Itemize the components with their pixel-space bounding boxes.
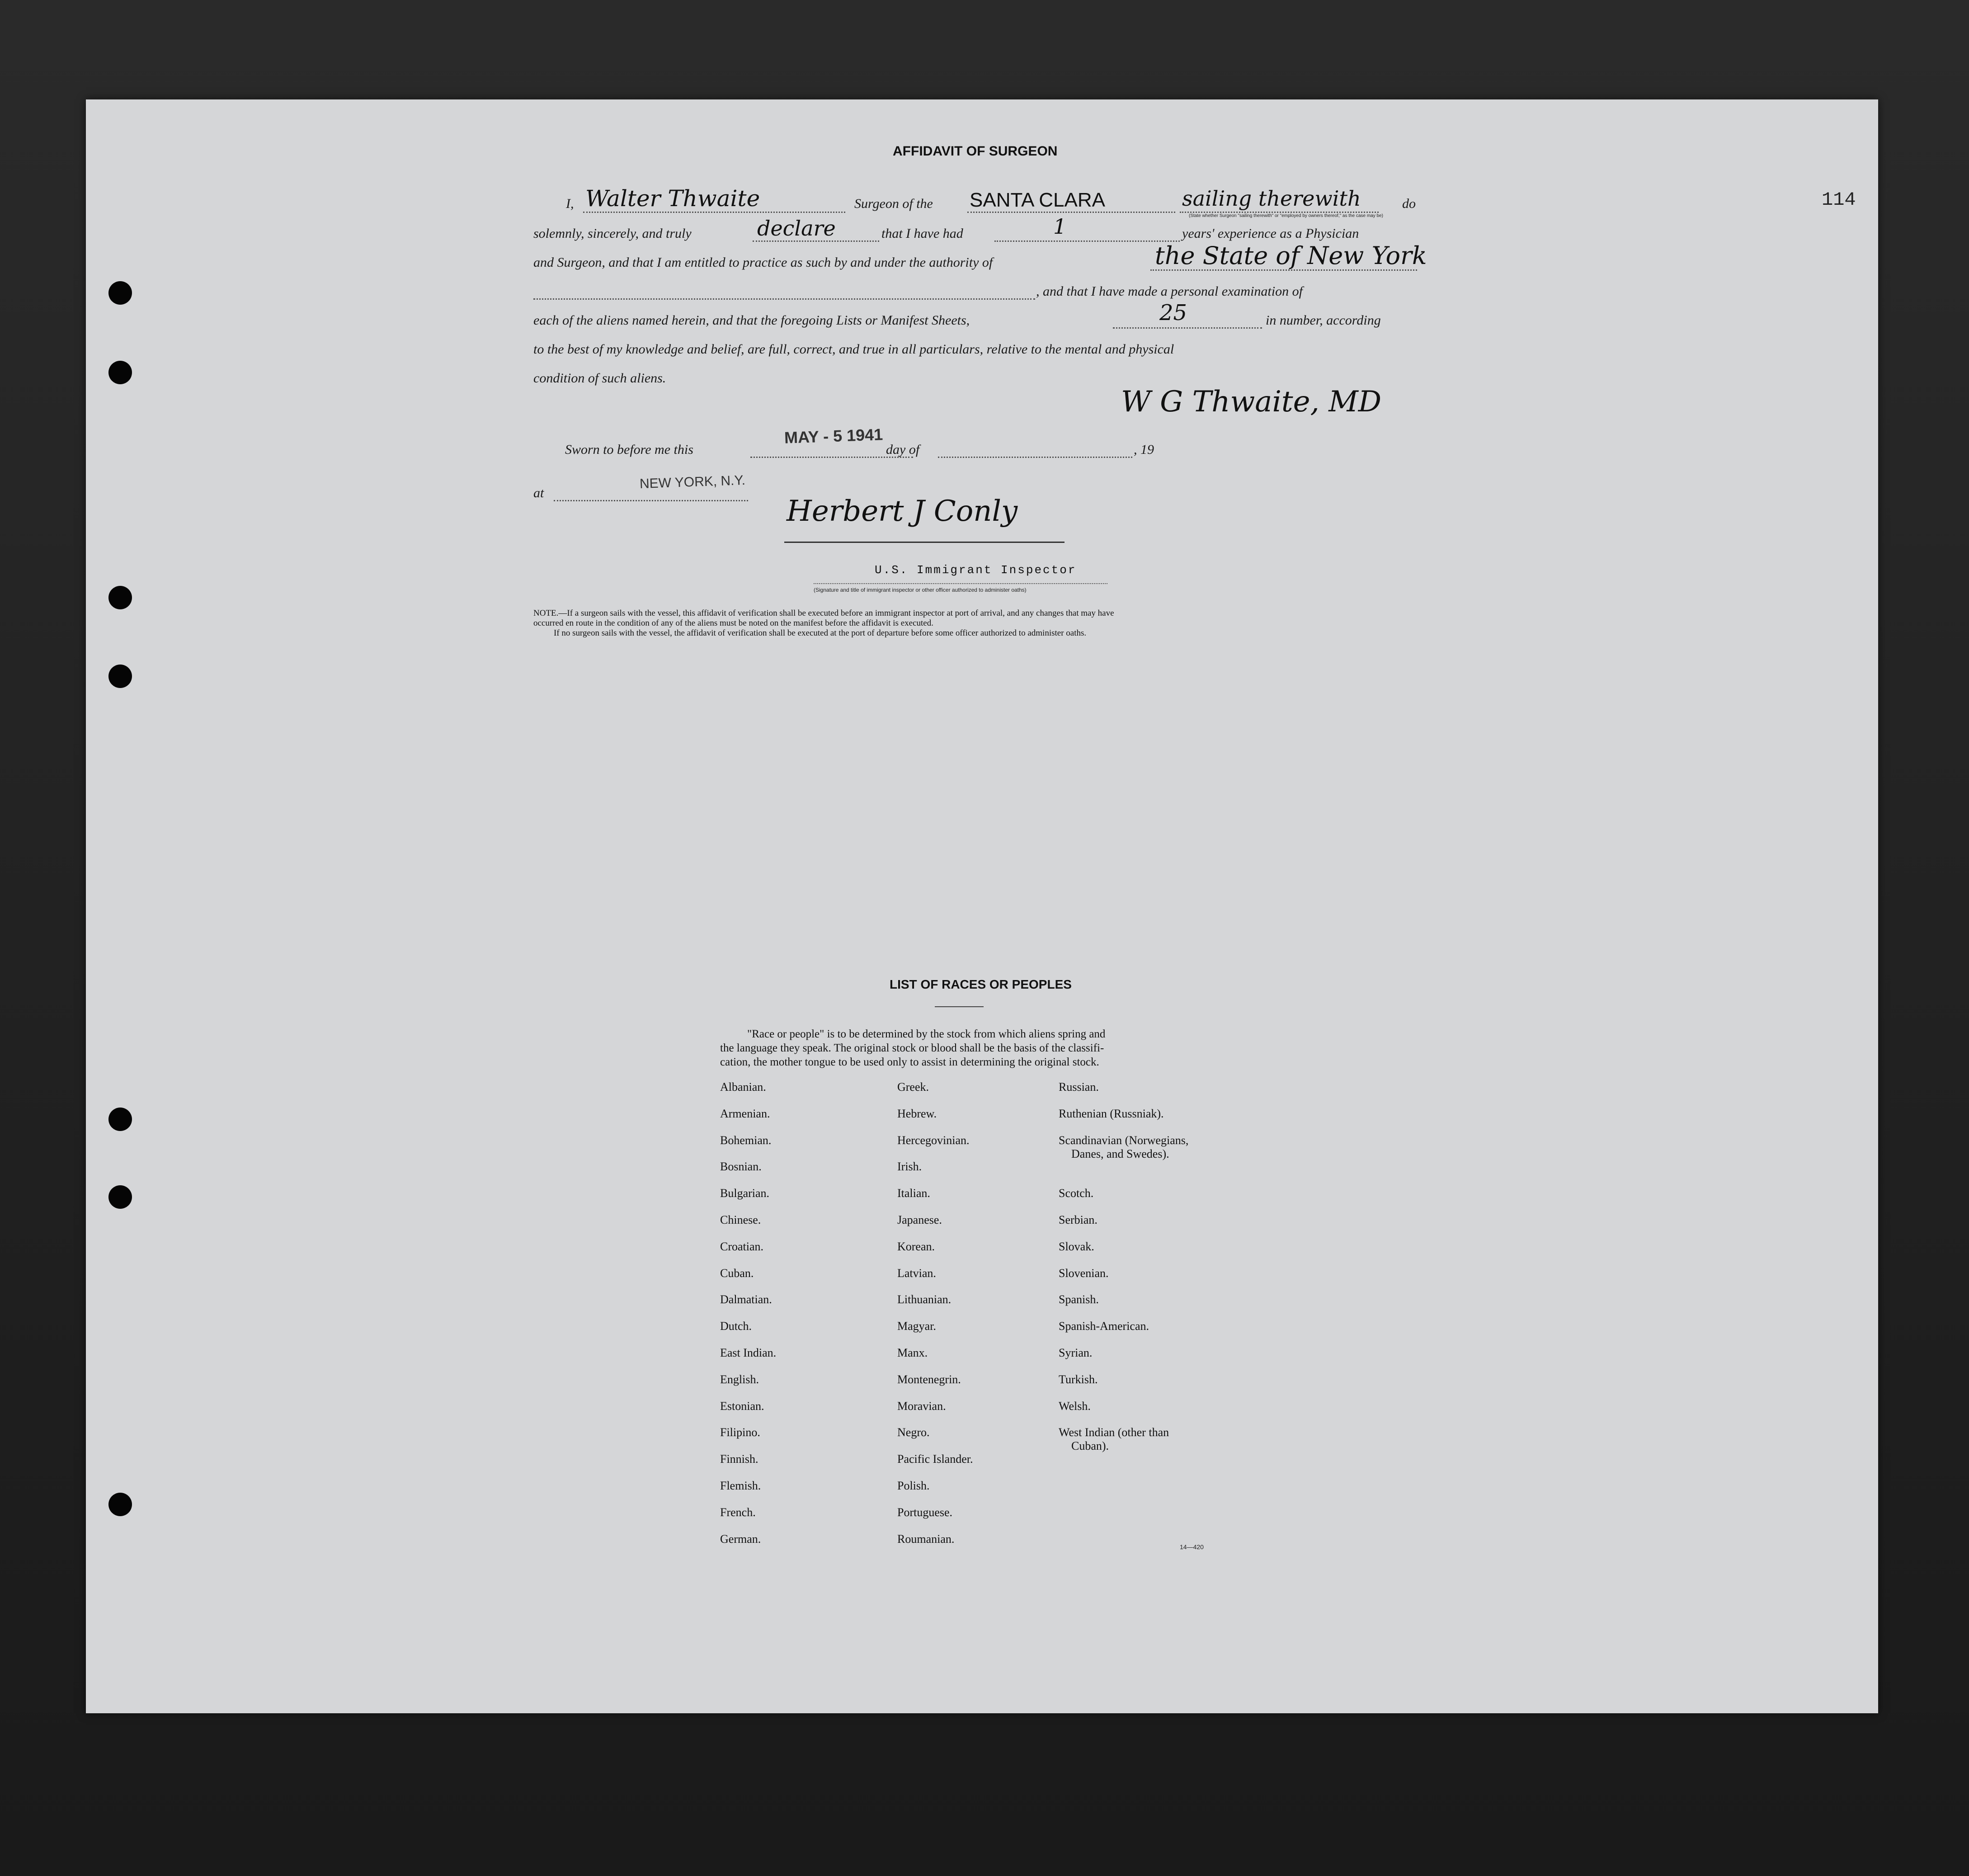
line1-mid: Surgeon of the xyxy=(854,196,933,211)
years-underline xyxy=(994,240,1180,242)
sheet-number: 114 xyxy=(1822,189,1856,211)
list-item: East Indian. xyxy=(720,1346,777,1359)
list-item: Cuban). xyxy=(1071,1439,1109,1452)
list-item: Finnish. xyxy=(720,1452,758,1466)
list-item: Dutch. xyxy=(720,1320,752,1333)
declaration-word: declare xyxy=(757,216,836,240)
sworn-year: , 19 xyxy=(1134,442,1154,457)
list-item: French. xyxy=(720,1506,756,1519)
note-line1: NOTE.—If a surgeon sails with the vessel, this affidavit of verification shall be executed before an immigrant inspector at port of arrival, and any changes that may have xyxy=(533,608,1114,618)
list-item: Italian. xyxy=(897,1187,930,1200)
line2-suffix: years' experience as a Physician xyxy=(1182,226,1359,241)
list-item: Cuban. xyxy=(720,1267,754,1280)
list-item: Roumanian. xyxy=(897,1532,955,1546)
inspector-caption: (Signature and title of immigrant inspector or other officer authorized to administer oaths) xyxy=(814,587,1027,593)
list-item: Estonian. xyxy=(720,1400,764,1413)
list-item: Flemish. xyxy=(720,1479,761,1492)
declare-underline xyxy=(753,240,879,242)
line7: condition of such aliens. xyxy=(533,371,666,386)
affidavit-title: AFFIDAVIT OF SURGEON xyxy=(893,144,1058,159)
list-item: Hebrew. xyxy=(897,1107,937,1120)
list-item: Moravian. xyxy=(897,1400,946,1413)
list-item: West Indian (other than xyxy=(1059,1426,1169,1439)
note-line2: occurred en route in the condition of any of the aliens must be noted on the manifest before the affidavit is executed. xyxy=(533,618,933,628)
list-item: Polish. xyxy=(897,1479,930,1492)
list-item: Bosnian. xyxy=(720,1160,762,1173)
list-item: Slovak. xyxy=(1059,1240,1094,1253)
form-number: 14—420 xyxy=(1180,1543,1204,1551)
list-item: Scotch. xyxy=(1059,1187,1094,1200)
line3-prefix: and Surgeon, and that I am entitled to practice as such by and under the authority of xyxy=(533,255,993,270)
intro-line: cation, the mother tongue to be used only to assist in determining the original stock. xyxy=(720,1056,1099,1068)
list-item: Latvian. xyxy=(897,1267,936,1280)
name-underline xyxy=(583,212,845,213)
note-line3: If no surgeon sails with the vessel, the affidavit of verification shall be executed at the port of departure before some officer authorized to administer oaths. xyxy=(554,628,1087,638)
place-underline xyxy=(554,500,748,501)
line1-suffix: do xyxy=(1402,196,1416,211)
punch-hole xyxy=(108,1185,132,1209)
sworn-mid: day of xyxy=(886,442,920,457)
sailing-note: (State whether Surgeon "sailing therewith" or "employed by owners thereof," as the case may be) xyxy=(1189,213,1383,218)
list-item: Portuguese. xyxy=(897,1506,953,1519)
list-item: Bulgarian. xyxy=(720,1187,770,1200)
inspector-signature: Herbert J Conly xyxy=(787,495,1018,528)
line2-mid: that I have had xyxy=(881,226,963,241)
punch-hole xyxy=(108,665,132,688)
sheet-count: 25 xyxy=(1159,300,1187,325)
line4-suffix: , and that I have made a personal examination of xyxy=(1036,284,1303,299)
races-list-title: LIST OF RACES OR PEOPLES xyxy=(890,977,1072,991)
surgeon-name: Walter Thwaite xyxy=(585,185,760,212)
list-item: Ruthenian (Russniak). xyxy=(1059,1107,1164,1120)
list-item: Spanish. xyxy=(1059,1293,1099,1306)
intro-line: the language they speak. The original stock or blood shall be the basis of the classifi- xyxy=(720,1042,1104,1054)
list-item: Japanese. xyxy=(897,1213,942,1226)
list-item: Hercegovinian. xyxy=(897,1134,970,1147)
list-item: Pacific Islander. xyxy=(897,1452,973,1466)
line5-prefix: each of the aliens named herein, and that the foregoing Lists or Manifest Sheets, xyxy=(533,313,970,328)
punch-hole xyxy=(108,586,132,609)
list-item: Albanian. xyxy=(720,1080,766,1094)
punch-hole xyxy=(108,1493,132,1516)
punch-hole xyxy=(108,1108,132,1131)
list-item: Lithuanian. xyxy=(897,1293,952,1306)
line5-suffix: in number, according xyxy=(1266,313,1381,328)
sworn-month-underline xyxy=(938,457,1132,458)
punch-hole xyxy=(108,361,132,384)
authority-continued-underline xyxy=(533,298,1035,300)
list-item: Negro. xyxy=(897,1426,930,1439)
list-item: Spanish-American. xyxy=(1059,1320,1149,1333)
sworn-prefix: Sworn to before me this xyxy=(565,442,693,457)
list-item: Russian. xyxy=(1059,1080,1099,1094)
inspector-title-underline xyxy=(814,583,1107,584)
vessel-underline xyxy=(967,212,1175,213)
vessel-name: SANTA CLARA xyxy=(970,189,1105,211)
list-item: Serbian. xyxy=(1059,1213,1098,1226)
signature-line xyxy=(784,542,1065,543)
punch-hole xyxy=(108,281,132,305)
list-item: Turkish. xyxy=(1059,1373,1098,1386)
list-item: Magyar. xyxy=(897,1320,936,1333)
authority: the State of New York xyxy=(1155,241,1427,270)
list-item: Montenegrin. xyxy=(897,1373,961,1386)
list-item: English. xyxy=(720,1373,759,1386)
list-item: German. xyxy=(720,1532,761,1546)
races-intro xyxy=(720,1027,1225,1069)
list-item: Irish. xyxy=(897,1160,922,1173)
place-stamp: NEW YORK, N.Y. xyxy=(639,472,746,492)
years-experience: 1 xyxy=(1053,214,1067,239)
list-item: Croatian. xyxy=(720,1240,764,1253)
sworn-date-stamp: MAY - 5 1941 xyxy=(784,425,883,447)
list-item: Dalmatian. xyxy=(720,1293,772,1306)
intro-line: "Race or people" is to be determined by the stock from which aliens spring and xyxy=(747,1028,1106,1040)
list-item: Syrian. xyxy=(1059,1346,1093,1359)
line1-prefix: I, xyxy=(566,196,574,211)
list-item: Greek. xyxy=(897,1080,929,1094)
list-item: Danes, and Swedes). xyxy=(1071,1147,1169,1160)
inspector-title: U.S. Immigrant Inspector xyxy=(875,563,1077,577)
line6: to the best of my knowledge and belief, are full, correct, and true in all particulars, relative to the mental and physical xyxy=(533,342,1174,357)
list-item: Scandinavian (Norwegians, xyxy=(1059,1134,1189,1147)
list-item: Filipino. xyxy=(720,1426,760,1439)
title-rule xyxy=(935,1006,984,1007)
sailing-status: sailing therewith xyxy=(1182,186,1361,211)
list-item: Manx. xyxy=(897,1346,928,1359)
list-item: Armenian. xyxy=(720,1107,770,1120)
at-label: at xyxy=(533,485,544,500)
list-item: Welsh. xyxy=(1059,1400,1091,1413)
sailing-underline xyxy=(1180,212,1379,213)
list-item: Korean. xyxy=(897,1240,935,1253)
surgeon-signature: W G Thwaite, MD xyxy=(1121,385,1382,419)
sheets-underline xyxy=(1113,327,1262,329)
line2-prefix: solemnly, sincerely, and truly xyxy=(533,226,692,241)
list-item: Bohemian. xyxy=(720,1134,772,1147)
list-item: Slovenian. xyxy=(1059,1267,1109,1280)
list-item: Chinese. xyxy=(720,1213,761,1226)
